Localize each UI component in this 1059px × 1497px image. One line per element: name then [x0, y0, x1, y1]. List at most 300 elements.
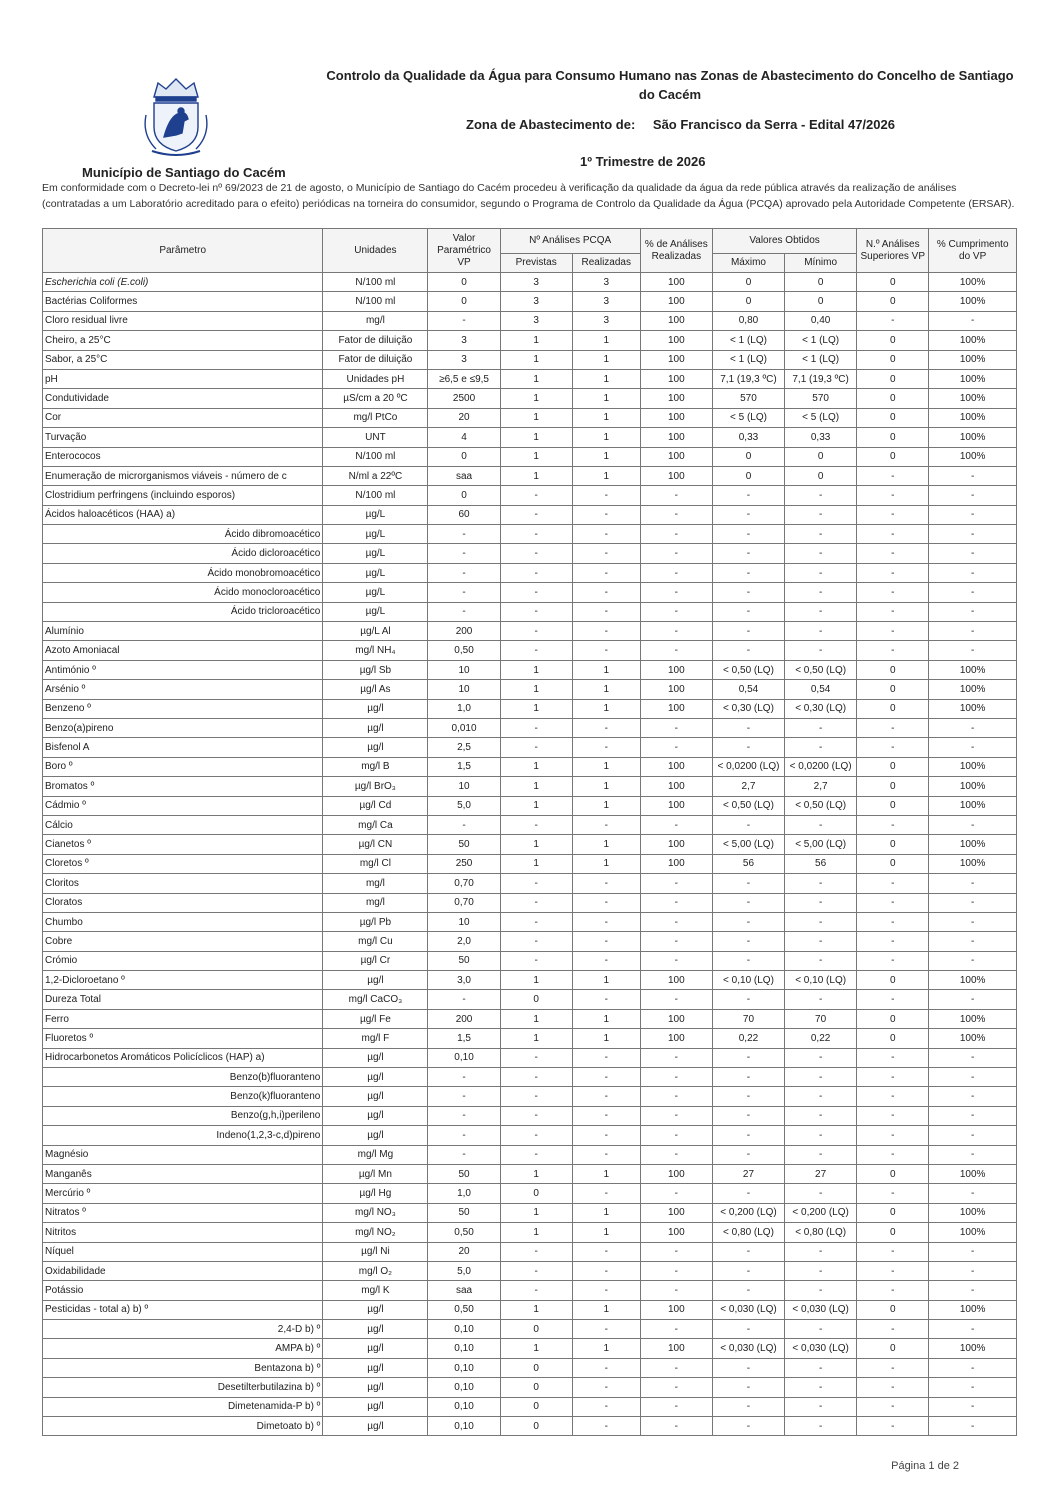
- cell-cumprimento-vp: 100%: [929, 1203, 1017, 1222]
- cell-parametro: 1,2-Dicloroetano º: [43, 971, 323, 990]
- cell-pct-analises: -: [640, 815, 712, 834]
- table-row: [43, 292, 1017, 311]
- header-previstas: Previstas: [500, 254, 572, 273]
- cell-superiores-vp: 0: [857, 389, 929, 408]
- cell-maximo: -: [712, 1184, 784, 1203]
- cell-superiores-vp: 0: [857, 757, 929, 776]
- cell-parametro: Benzo(a)pireno: [43, 718, 323, 737]
- cell-previstas: 3: [500, 311, 572, 330]
- cell-realizadas: -: [572, 525, 640, 544]
- cell-pct-analises: 100: [640, 1300, 712, 1319]
- cell-pct-analises: -: [640, 1106, 712, 1125]
- cell-superiores-vp: -: [857, 1184, 929, 1203]
- cell-previstas: 1: [500, 660, 572, 679]
- cell-pct-analises: 100: [640, 292, 712, 311]
- cell-cumprimento-vp: 100%: [929, 350, 1017, 369]
- cell-realizadas: 3: [572, 311, 640, 330]
- cell-parametro: Bisfenol A: [43, 738, 323, 757]
- cell-maximo: -: [712, 1281, 784, 1300]
- cell-maximo: < 1 (LQ): [712, 350, 784, 369]
- cell-pct-analises: -: [640, 1126, 712, 1145]
- cell-superiores-vp: -: [857, 1417, 929, 1436]
- cell-pct-analises: -: [640, 738, 712, 757]
- table-row: [43, 1339, 1017, 1358]
- cell-unidades: µg/L Al: [323, 622, 428, 641]
- cell-valor-vp: 50: [428, 951, 500, 970]
- cell-cumprimento-vp: -: [929, 1145, 1017, 1164]
- cell-realizadas: 1: [572, 1339, 640, 1358]
- cell-unidades: µg/l: [323, 1048, 428, 1067]
- cell-unidades: µg/L: [323, 563, 428, 582]
- table-row: [43, 544, 1017, 563]
- cell-unidades: µg/l Cr: [323, 951, 428, 970]
- cell-valor-vp: 0,70: [428, 874, 500, 893]
- cell-maximo: -: [712, 486, 784, 505]
- cell-realizadas: -: [572, 544, 640, 563]
- cell-cumprimento-vp: -: [929, 738, 1017, 757]
- cell-realizadas: -: [572, 563, 640, 582]
- cell-minimo: < 0,030 (LQ): [785, 1339, 857, 1358]
- cell-superiores-vp: -: [857, 951, 929, 970]
- cell-cumprimento-vp: -: [929, 1242, 1017, 1261]
- cell-previstas: 1: [500, 1203, 572, 1222]
- cell-superiores-vp: -: [857, 815, 929, 834]
- cell-parametro: Chumbo: [43, 912, 323, 931]
- cell-valor-vp: 0,10: [428, 1320, 500, 1339]
- cell-minimo: 0,33: [785, 428, 857, 447]
- cell-previstas: -: [500, 1048, 572, 1067]
- cell-superiores-vp: -: [857, 738, 929, 757]
- cell-maximo: -: [712, 912, 784, 931]
- cell-realizadas: -: [572, 874, 640, 893]
- cell-maximo: -: [712, 1378, 784, 1397]
- cell-superiores-vp: 0: [857, 350, 929, 369]
- cell-minimo: 0: [785, 466, 857, 485]
- table-row: [43, 428, 1017, 447]
- cell-pct-analises: -: [640, 1320, 712, 1339]
- cell-previstas: -: [500, 932, 572, 951]
- cell-valor-vp: -: [428, 583, 500, 602]
- cell-pct-analises: -: [640, 1087, 712, 1106]
- cell-cumprimento-vp: -: [929, 1184, 1017, 1203]
- cell-cumprimento-vp: -: [929, 486, 1017, 505]
- cell-cumprimento-vp: -: [929, 815, 1017, 834]
- table-row: [43, 331, 1017, 350]
- cell-previstas: 1: [500, 1164, 572, 1183]
- cell-cumprimento-vp: 100%: [929, 699, 1017, 718]
- cell-maximo: -: [712, 1397, 784, 1416]
- cell-unidades: Fator de diluição: [323, 350, 428, 369]
- cell-unidades: µg/l Hg: [323, 1184, 428, 1203]
- cell-superiores-vp: -: [857, 1242, 929, 1261]
- table-row: [43, 447, 1017, 466]
- cell-realizadas: 1: [572, 1203, 640, 1222]
- cell-realizadas: 1: [572, 1300, 640, 1319]
- cell-unidades: µg/L: [323, 602, 428, 621]
- cell-valor-vp: ≥6,5 e ≤9,5: [428, 369, 500, 388]
- cell-previstas: -: [500, 815, 572, 834]
- cell-unidades: µS/cm a 20 ºC: [323, 389, 428, 408]
- cell-maximo: -: [712, 544, 784, 563]
- cell-valor-vp: 20: [428, 1242, 500, 1261]
- cell-valor-vp: 0,50: [428, 1223, 500, 1242]
- table-row: [43, 273, 1017, 292]
- cell-parametro: Manganês: [43, 1164, 323, 1183]
- cell-parametro: Ácido monocloroacético: [43, 583, 323, 602]
- cell-realizadas: 1: [572, 428, 640, 447]
- cell-realizadas: -: [572, 1184, 640, 1203]
- cell-unidades: µg/l: [323, 1126, 428, 1145]
- cell-previstas: 1: [500, 680, 572, 699]
- cell-minimo: -: [785, 1378, 857, 1397]
- cell-maximo: < 0,200 (LQ): [712, 1203, 784, 1222]
- cell-realizadas: 1: [572, 854, 640, 873]
- cell-realizadas: -: [572, 893, 640, 912]
- cell-unidades: µg/L: [323, 583, 428, 602]
- cell-unidades: µg/l Pb: [323, 912, 428, 931]
- cell-realizadas: 1: [572, 369, 640, 388]
- cell-superiores-vp: 0: [857, 408, 929, 427]
- cell-unidades: µg/l: [323, 1087, 428, 1106]
- cell-parametro: Ácido tricloroacético: [43, 602, 323, 621]
- table-row: [43, 408, 1017, 427]
- cell-cumprimento-vp: -: [929, 544, 1017, 563]
- cell-realizadas: -: [572, 912, 640, 931]
- table-row: [43, 486, 1017, 505]
- cell-superiores-vp: -: [857, 718, 929, 737]
- cell-parametro: Cheiro, a 25°C: [43, 331, 323, 350]
- cell-parametro: Ferro: [43, 1009, 323, 1028]
- table-row: [43, 854, 1017, 873]
- cell-superiores-vp: -: [857, 1087, 929, 1106]
- table-row: [43, 1106, 1017, 1125]
- cell-valor-vp: 5,0: [428, 796, 500, 815]
- cell-valor-vp: 2,0: [428, 932, 500, 951]
- cell-superiores-vp: 0: [857, 369, 929, 388]
- cell-superiores-vp: -: [857, 641, 929, 660]
- cell-realizadas: -: [572, 1106, 640, 1125]
- cell-valor-vp: 10: [428, 777, 500, 796]
- table-row: [43, 1203, 1017, 1222]
- zona-label: Zona de Abastecimento de:: [466, 117, 636, 132]
- cell-maximo: 7,1 (19,3 ºC): [712, 369, 784, 388]
- cell-minimo: < 0,30 (LQ): [785, 699, 857, 718]
- cell-previstas: -: [500, 738, 572, 757]
- cell-maximo: 0: [712, 292, 784, 311]
- cell-pct-analises: 100: [640, 466, 712, 485]
- cell-superiores-vp: -: [857, 912, 929, 931]
- cell-minimo: -: [785, 912, 857, 931]
- cell-previstas: -: [500, 622, 572, 641]
- table-row: [43, 1009, 1017, 1028]
- cell-maximo: -: [712, 951, 784, 970]
- cell-parametro: Ácido dicloroacético: [43, 544, 323, 563]
- cell-cumprimento-vp: -: [929, 718, 1017, 737]
- cell-unidades: mg/l NH₄: [323, 641, 428, 660]
- cell-unidades: µg/l: [323, 1358, 428, 1377]
- cell-unidades: µg/l Ni: [323, 1242, 428, 1261]
- cell-realizadas: -: [572, 1048, 640, 1067]
- cell-unidades: mg/l Cu: [323, 932, 428, 951]
- cell-realizadas: 1: [572, 757, 640, 776]
- cell-parametro: AMPA b) º: [43, 1339, 323, 1358]
- cell-previstas: 1: [500, 466, 572, 485]
- cell-minimo: < 1 (LQ): [785, 331, 857, 350]
- table-row: [43, 1358, 1017, 1377]
- cell-maximo: < 5,00 (LQ): [712, 835, 784, 854]
- cell-unidades: mg/l O₂: [323, 1261, 428, 1280]
- cell-cumprimento-vp: 100%: [929, 796, 1017, 815]
- intro-paragraph: Em conformidade com o Decreto-lei nº 69/2023 de 21 de agosto, o Município de Santiago do Cacém procedeu à verificação da qualidade da água da rede pública através da realização de análises (contratadas a um Laboratório acreditado para o efeito) periódicas na torneira do consumidor, segundo o Programa de Controlo da Qualidade da Água (PCQA) aprovado pela Autoridade Competente (ERSAR).: [42, 182, 1015, 210]
- header-maximo: Máximo: [712, 254, 784, 273]
- cell-pct-analises: -: [640, 1145, 712, 1164]
- cell-minimo: -: [785, 1417, 857, 1436]
- cell-minimo: 56: [785, 854, 857, 873]
- cell-realizadas: -: [572, 738, 640, 757]
- cell-minimo: -: [785, 1397, 857, 1416]
- cell-parametro: Crómio: [43, 951, 323, 970]
- cell-cumprimento-vp: -: [929, 1126, 1017, 1145]
- cell-unidades: µg/l: [323, 1339, 428, 1358]
- cell-parametro: Condutividade: [43, 389, 323, 408]
- cell-unidades: µg/l: [323, 738, 428, 757]
- cell-previstas: 1: [500, 447, 572, 466]
- cell-parametro: Enumeração de microrganismos viáveis - número de c: [43, 466, 323, 485]
- table-row: [43, 1068, 1017, 1087]
- cell-realizadas: 1: [572, 660, 640, 679]
- table-row: [43, 505, 1017, 524]
- cell-cumprimento-vp: -: [929, 1417, 1017, 1436]
- cell-realizadas: 1: [572, 408, 640, 427]
- cell-parametro: Cádmio º: [43, 796, 323, 815]
- cell-cumprimento-vp: 100%: [929, 1300, 1017, 1319]
- cell-pct-analises: -: [640, 893, 712, 912]
- cell-minimo: 0,40: [785, 311, 857, 330]
- header-realizadas: Realizadas: [572, 254, 640, 273]
- cell-minimo: < 5 (LQ): [785, 408, 857, 427]
- cell-previstas: -: [500, 583, 572, 602]
- cell-cumprimento-vp: 100%: [929, 369, 1017, 388]
- cell-pct-analises: 100: [640, 273, 712, 292]
- cell-previstas: 1: [500, 350, 572, 369]
- cell-previstas: 1: [500, 1009, 572, 1028]
- cell-realizadas: 3: [572, 273, 640, 292]
- header-analises-pcqa: Nº Análises PCQA: [500, 229, 640, 254]
- cell-superiores-vp: -: [857, 1261, 929, 1280]
- cell-previstas: -: [500, 505, 572, 524]
- cell-previstas: 0: [500, 1320, 572, 1339]
- cell-valor-vp: -: [428, 1106, 500, 1125]
- cell-parametro: Dureza Total: [43, 990, 323, 1009]
- cell-maximo: -: [712, 932, 784, 951]
- cell-maximo: -: [712, 505, 784, 524]
- cell-maximo: -: [712, 1087, 784, 1106]
- cell-previstas: 0: [500, 1378, 572, 1397]
- cell-valor-vp: 0,70: [428, 893, 500, 912]
- cell-minimo: < 0,50 (LQ): [785, 660, 857, 679]
- cell-previstas: 1: [500, 777, 572, 796]
- cell-maximo: -: [712, 1106, 784, 1125]
- cell-cumprimento-vp: -: [929, 583, 1017, 602]
- cell-cumprimento-vp: -: [929, 622, 1017, 641]
- cell-superiores-vp: 0: [857, 796, 929, 815]
- cell-parametro: Bactérias Coliformes: [43, 292, 323, 311]
- cell-cumprimento-vp: -: [929, 1106, 1017, 1125]
- table-row: [43, 1417, 1017, 1436]
- cell-minimo: 0: [785, 292, 857, 311]
- header-pct-analises: % de Análises Realizadas: [640, 229, 712, 273]
- cell-valor-vp: 0,50: [428, 641, 500, 660]
- cell-pct-analises: 100: [640, 389, 712, 408]
- cell-realizadas: -: [572, 486, 640, 505]
- cell-previstas: -: [500, 1281, 572, 1300]
- cell-superiores-vp: 0: [857, 835, 929, 854]
- cell-parametro: Clostridium perfringens (incluindo esporos): [43, 486, 323, 505]
- cell-parametro: Pesticidas - total a) b) º: [43, 1300, 323, 1319]
- cell-parametro: Sabor, a 25°C: [43, 350, 323, 369]
- cell-valor-vp: 50: [428, 835, 500, 854]
- cell-valor-vp: -: [428, 815, 500, 834]
- cell-minimo: 570: [785, 389, 857, 408]
- cell-superiores-vp: -: [857, 622, 929, 641]
- table-row: [43, 1164, 1017, 1183]
- cell-superiores-vp: -: [857, 311, 929, 330]
- cell-parametro: Nitritos: [43, 1223, 323, 1242]
- cell-valor-vp: 2,5: [428, 738, 500, 757]
- cell-cumprimento-vp: -: [929, 525, 1017, 544]
- table-row: [43, 583, 1017, 602]
- cell-previstas: -: [500, 602, 572, 621]
- cell-unidades: N/ml a 22ºC: [323, 466, 428, 485]
- cell-pct-analises: 100: [640, 1009, 712, 1028]
- cell-realizadas: 1: [572, 699, 640, 718]
- cell-previstas: -: [500, 1087, 572, 1106]
- cell-valor-vp: -: [428, 1145, 500, 1164]
- cell-valor-vp: 50: [428, 1164, 500, 1183]
- cell-realizadas: 1: [572, 1009, 640, 1028]
- cell-realizadas: -: [572, 622, 640, 641]
- table-row: [43, 1397, 1017, 1416]
- cell-cumprimento-vp: 100%: [929, 660, 1017, 679]
- cell-previstas: 3: [500, 292, 572, 311]
- table-row: [43, 466, 1017, 485]
- cell-minimo: -: [785, 1106, 857, 1125]
- cell-valor-vp: -: [428, 1068, 500, 1087]
- cell-realizadas: 1: [572, 777, 640, 796]
- cell-previstas: -: [500, 1106, 572, 1125]
- table-row: [43, 389, 1017, 408]
- cell-parametro: Alumínio: [43, 622, 323, 641]
- cell-realizadas: 1: [572, 389, 640, 408]
- cell-maximo: -: [712, 622, 784, 641]
- cell-minimo: -: [785, 622, 857, 641]
- cell-previstas: 1: [500, 1339, 572, 1358]
- cell-realizadas: -: [572, 1145, 640, 1164]
- cell-parametro: Cloretos º: [43, 854, 323, 873]
- cell-unidades: mg/l Ca: [323, 815, 428, 834]
- cell-pct-analises: -: [640, 486, 712, 505]
- cell-superiores-vp: -: [857, 505, 929, 524]
- cell-parametro: Mercúrio º: [43, 1184, 323, 1203]
- cell-parametro: Ácido monobromoacético: [43, 563, 323, 582]
- cell-maximo: < 0,030 (LQ): [712, 1339, 784, 1358]
- cell-superiores-vp: 0: [857, 292, 929, 311]
- cell-minimo: 0,54: [785, 680, 857, 699]
- cell-unidades: µg/l: [323, 1320, 428, 1339]
- cell-realizadas: -: [572, 1087, 640, 1106]
- cell-valor-vp: 3: [428, 331, 500, 350]
- municipal-crest-logo: [136, 75, 216, 157]
- cell-unidades: UNT: [323, 428, 428, 447]
- cell-pct-analises: -: [640, 1378, 712, 1397]
- cell-pct-analises: 100: [640, 699, 712, 718]
- cell-maximo: -: [712, 1068, 784, 1087]
- table-row: [43, 757, 1017, 776]
- cell-parametro: Bentazona b) º: [43, 1358, 323, 1377]
- cell-realizadas: -: [572, 815, 640, 834]
- cell-maximo: 0,80: [712, 311, 784, 330]
- cell-superiores-vp: -: [857, 1106, 929, 1125]
- cell-valor-vp: 0,10: [428, 1048, 500, 1067]
- cell-pct-analises: -: [640, 912, 712, 931]
- cell-realizadas: 1: [572, 350, 640, 369]
- cell-valor-vp: 10: [428, 912, 500, 931]
- cell-pct-analises: -: [640, 544, 712, 563]
- cell-realizadas: 1: [572, 1223, 640, 1242]
- cell-realizadas: 1: [572, 796, 640, 815]
- cell-previstas: 1: [500, 369, 572, 388]
- cell-minimo: 27: [785, 1164, 857, 1183]
- cell-unidades: µg/l: [323, 699, 428, 718]
- cell-minimo: < 1 (LQ): [785, 350, 857, 369]
- table-row: [43, 971, 1017, 990]
- cell-maximo: < 0,30 (LQ): [712, 699, 784, 718]
- cell-superiores-vp: -: [857, 563, 929, 582]
- cell-pct-analises: -: [640, 1281, 712, 1300]
- cell-unidades: µg/l: [323, 718, 428, 737]
- document-title: Controlo da Qualidade da Água para Consumo Humano nas Zonas de Abastecimento do Concelho de Santiago do Cacém: [326, 68, 1014, 102]
- cell-cumprimento-vp: -: [929, 1048, 1017, 1067]
- cell-minimo: 70: [785, 1009, 857, 1028]
- header-valores-obtidos: Valores Obtidos: [712, 229, 856, 254]
- cell-minimo: -: [785, 1261, 857, 1280]
- cell-maximo: < 1 (LQ): [712, 331, 784, 350]
- cell-unidades: mg/l F: [323, 1029, 428, 1048]
- cell-parametro: Níquel: [43, 1242, 323, 1261]
- cell-minimo: -: [785, 1087, 857, 1106]
- cell-superiores-vp: -: [857, 1126, 929, 1145]
- cell-maximo: -: [712, 1320, 784, 1339]
- header-minimo: Mínimo: [785, 254, 857, 273]
- cell-parametro: Cor: [43, 408, 323, 427]
- cell-previstas: 1: [500, 1029, 572, 1048]
- cell-cumprimento-vp: 100%: [929, 447, 1017, 466]
- cell-cumprimento-vp: -: [929, 505, 1017, 524]
- cell-pct-analises: 100: [640, 777, 712, 796]
- cell-valor-vp: -: [428, 1126, 500, 1145]
- cell-cumprimento-vp: 100%: [929, 292, 1017, 311]
- cell-previstas: 1: [500, 331, 572, 350]
- cell-realizadas: -: [572, 641, 640, 660]
- cell-minimo: -: [785, 1145, 857, 1164]
- cell-parametro: Ácidos haloacéticos (HAA) a): [43, 505, 323, 524]
- cell-superiores-vp: 0: [857, 680, 929, 699]
- cell-previstas: 1: [500, 1300, 572, 1319]
- cell-valor-vp: -: [428, 1087, 500, 1106]
- cell-realizadas: 1: [572, 971, 640, 990]
- cell-cumprimento-vp: 100%: [929, 1029, 1017, 1048]
- cell-previstas: -: [500, 951, 572, 970]
